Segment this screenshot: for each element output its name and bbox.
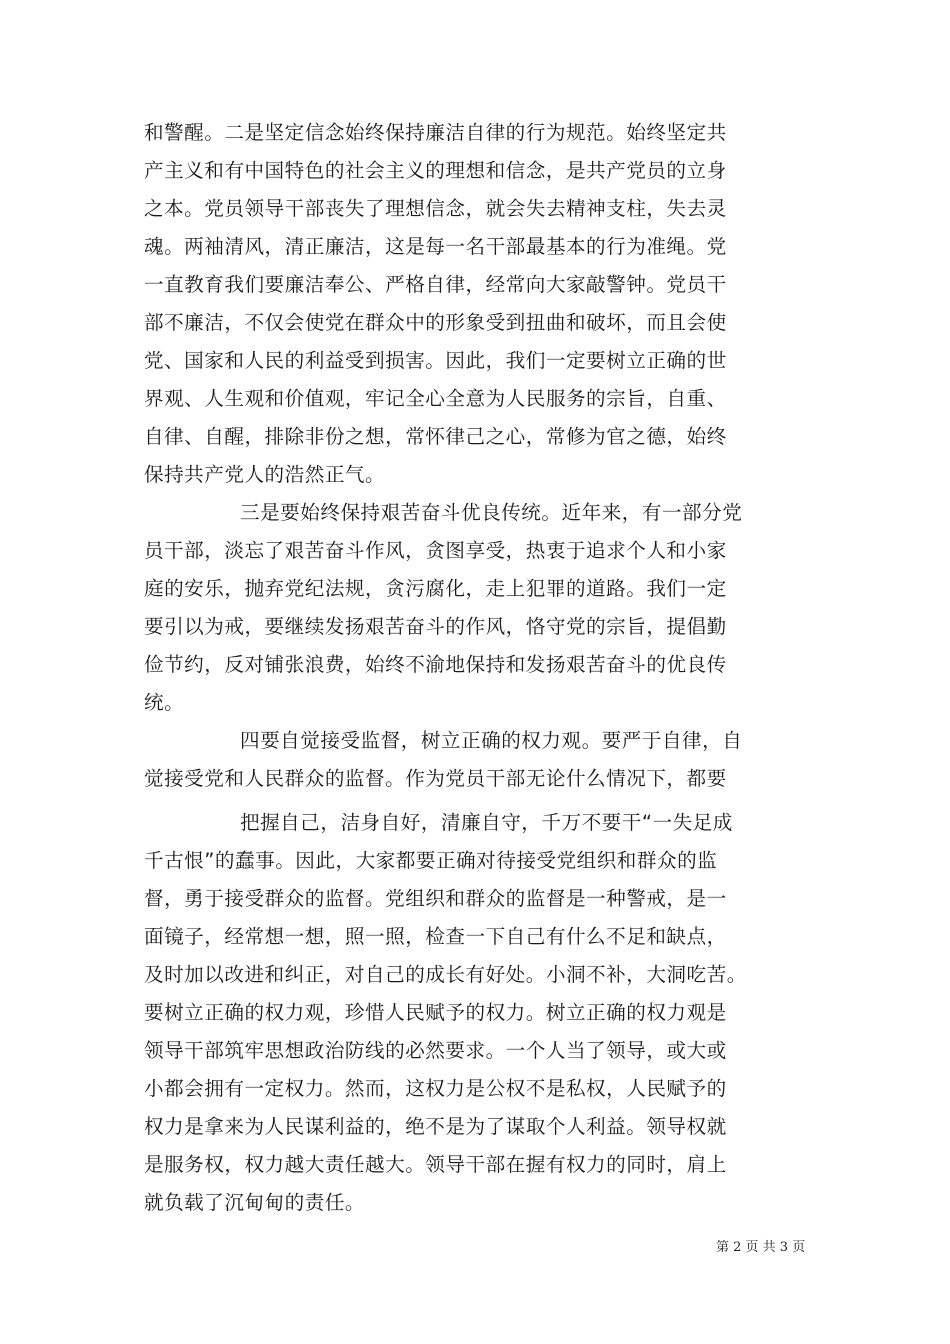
- text-line: 及时加以改进和纠正，对自己的成长有好处。小洞不补，大洞吃苦。: [144, 963, 747, 986]
- text-line: 庭的安乐，抛弃党纪法规，贪污腐化，走上犯罪的道路。我们一定: [144, 577, 727, 600]
- paragraph-start-line: 三是要始终保持艰苦奋斗优良传统。近年来，有一部分党: [240, 501, 743, 524]
- text-line: 之本。党员领导干部丧失了理想信念，就会失去精神支柱，失去灵: [144, 197, 727, 220]
- paragraph-start-line: 把握自己，洁身自好，清廉自守，千万不要干“一失足成: [240, 811, 733, 834]
- text-line: 和警醒。二是坚定信念始终保持廉洁自律的行为规范。始终坚定共: [144, 121, 727, 144]
- text-line: 千古恨”的蠢事。因此，大家都要正确对待接受党组织和群众的监: [144, 849, 718, 872]
- text-line: 是服务权，权力越大责任越大。领导干部在握有权力的同时，肩上: [144, 1153, 727, 1176]
- text-line: 部不廉洁，不仅会使党在群众中的形象受到扭曲和破坏，而且会使: [144, 311, 727, 334]
- text-line: 要树立正确的权力观，珍惜人民赋予的权力。树立正确的权力观是: [144, 1001, 727, 1024]
- page-number-footer: 第 2 页 共 3 页: [716, 1240, 806, 1255]
- text-line: 权力是拿来为人民谋利益的，绝不是为了谋取个人利益。领导权就: [144, 1115, 727, 1138]
- text-line: 产主义和有中国特色的社会主义的理想和信念，是共产党员的立身: [144, 159, 727, 182]
- text-line: 面镜子，经常想一想，照一照，检查一下自己有什么不足和缺点，: [144, 925, 727, 948]
- text-line: 魂。两袖清风，清正廉洁，这是每一名干部最基本的行为准绳。党: [144, 235, 727, 258]
- text-line: 领导干部筑牢思想政治防线的必然要求。一个人当了领导，或大或: [144, 1039, 727, 1062]
- text-line: 一直教育我们要廉洁奉公、严格自律，经常向大家敲警钟。党员干: [144, 273, 727, 296]
- text-line: 自律、自醒，排除非份之想，常怀律己之心，常修为官之德，始终: [144, 425, 727, 448]
- text-line: 统。: [144, 691, 185, 714]
- text-line: 觉接受党和人民群众的监督。作为党员干部无论什么情况下，都要: [144, 767, 727, 790]
- text-line: 就负载了沉甸甸的责任。: [144, 1191, 366, 1214]
- text-line: 保持共产党人的浩然正气。: [144, 463, 386, 486]
- text-line: 小都会拥有一定权力。然而，这权力是公权不是私权，人民赋予的: [144, 1077, 727, 1100]
- text-line: 要引以为戒，要继续发扬艰苦奋斗的作风，恪守党的宗旨，提倡勤: [144, 615, 727, 638]
- text-line: 督，勇于接受群众的监督。党组织和群众的监督是一种警戒，是一: [144, 887, 727, 910]
- text-line: 界观、人生观和价值观，牢记全心全意为人民服务的宗旨，自重、: [144, 387, 727, 410]
- text-line: 党、国家和人民的利益受到损害。因此，我们一定要树立正确的世: [144, 349, 727, 372]
- text-line: 员干部，淡忘了艰苦奋斗作风，贪图享受，热衷于追求个人和小家: [144, 539, 727, 562]
- text-line: 俭节约，反对铺张浪费，始终不渝地保持和发扬艰苦奋斗的优良传: [144, 653, 727, 676]
- paragraph-start-line: 四要自觉接受监督，树立正确的权力观。要严于自律，自: [240, 729, 743, 752]
